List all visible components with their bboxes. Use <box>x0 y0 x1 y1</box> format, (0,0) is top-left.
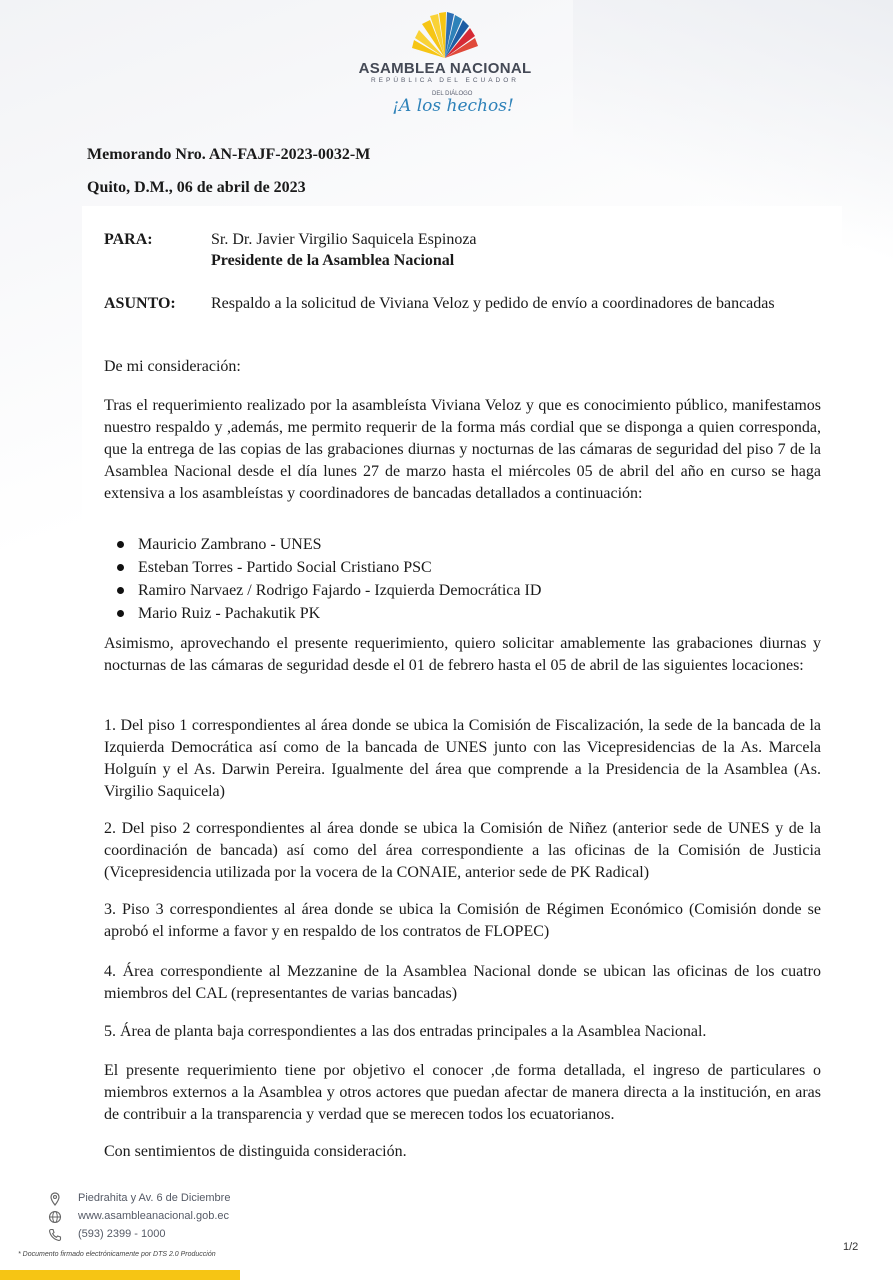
assembly-logo <box>340 10 550 116</box>
location-item-2: 2. Del piso 2 correspondientes al área donde se ubica la Comisión de Niñez (anterior sede de UNES y de la coordinación de bancada) así como del área correspondiente a las oficinas de la Comisión de Justicia (Vicepresidencia utilizada por la vocera de la CONAIE, anterior sede de PK Radical) <box>104 820 821 881</box>
globe-icon <box>48 1210 62 1224</box>
list-item: Esteban Torres - Partido Social Cristiano PSC <box>104 556 541 579</box>
closing: Con sentimientos de distinguida consideración. <box>104 1143 407 1160</box>
to-title: Presidente de la Asamblea Nacional <box>211 252 455 269</box>
logo-subtitle: REPÚBLICA DEL ECUADOR <box>370 77 519 84</box>
bullet-icon <box>117 587 124 594</box>
paragraph-request: Tras el requerimiento realizado por la asambleísta Viviana Veloz y que es conocimiento público, manifestamos nuestro respaldo y ,además, me permito requerir de la forma más cordial que se disponga a quien corresponda, que la entrega de las copias de las grabaciones diurnas y nocturnas de las cámaras de seguridad del piso 7 de la Asamblea Nacional desde el día lunes 27 de marzo hasta el miércoles 05 de abril del año en curso se haga extensiva a los asambleístas y coordinadores de bancadas detallados a continuación: <box>104 397 821 502</box>
logo-slogan: ¡A los hechos! <box>392 96 514 116</box>
list-item: Mario Ruiz - Pachakutik PK <box>104 602 541 625</box>
location-item-5: 5. Área de planta baja correspondientes a las dos entradas principales a la Asamblea Nacional. <box>104 1023 707 1040</box>
logo-name: ASAMBLEA NACIONAL <box>358 60 532 77</box>
subject-text: Respaldo a la solicitud de Viviana Veloz y pedido de envío a coordinadores de bancadas <box>211 295 775 312</box>
to-label: PARA: <box>104 231 153 248</box>
memo-date: Quito, D.M., 06 de abril de 2023 <box>87 179 306 196</box>
sun-emblem-icon <box>408 10 482 60</box>
list-item: Mauricio Zambrano - UNES <box>104 533 541 556</box>
signed-note: * Documento firmado electrónicamente por DTS 2.0 Producción <box>18 1251 216 1258</box>
logo-small-caption: DEL DIÁLOGO <box>432 91 473 97</box>
paragraph-additional-request: Asimismo, aprovechando el presente requerimiento, quiero solicitar amablemente las grabaciones diurnas y nocturnas de las cámaras de seguridad desde el 01 de febrero hasta el 05 de abril de las siguientes locaciones: <box>104 635 821 674</box>
bullet-icon <box>117 541 124 548</box>
phone-icon <box>48 1228 62 1242</box>
to-name: Sr. Dr. Javier Virgilio Saquicela Espinoza <box>211 231 477 248</box>
coordinators-list <box>104 533 541 625</box>
subject-label: ASUNTO: <box>104 295 176 312</box>
greeting: De mi consideración: <box>104 358 241 375</box>
location-item-1: 1. Del piso 1 correspondientes al área donde se ubica la Comisión de Fiscalización, la sede de la bancada de la Izquierda Democrática así como de la bancada de UNES junto con las Vicepresidencias de la As. Marcela Holguín y el As. Darwin Pereira. Igualmente del área que comprende a la Presidencia de la Asamblea (As. Virgilio Saquicela) <box>104 717 821 800</box>
location-item-3: 3. Piso 3 correspondientes al área donde se ubica la Comisión de Régimen Económico (Comisión donde se aprobó el informe a favor y en respaldo de los contratos de FLOPEC) <box>104 901 821 940</box>
page-number: 1/2 <box>843 1241 859 1253</box>
location-pin-icon <box>48 1192 62 1206</box>
paragraph-objective: El presente requerimiento tiene por objetivo el conocer ,de forma detallada, el ingreso de particulares o miembros externos a la Asamblea y otros actores que puedan afectar de manera directa a la institución, en aras de contribuir a la transparencia y verdad que se merecen todos los ecuatorianos. <box>104 1062 821 1123</box>
bullet-icon <box>117 610 124 617</box>
footer-accent-bar <box>0 1270 240 1280</box>
location-item-4: 4. Área correspondiente al Mezzanine de la Asamblea Nacional donde se ubican las oficinas de los cuatro miembros del CAL (representantes de varias bancadas) <box>104 963 821 1002</box>
bullet-icon <box>117 564 124 571</box>
memo-number: Memorando Nro. AN-FAJF-2023-0032-M <box>87 146 371 163</box>
list-item: Ramiro Narvaez / Rodrigo Fajardo - Izquierda Democrática ID <box>104 579 541 602</box>
